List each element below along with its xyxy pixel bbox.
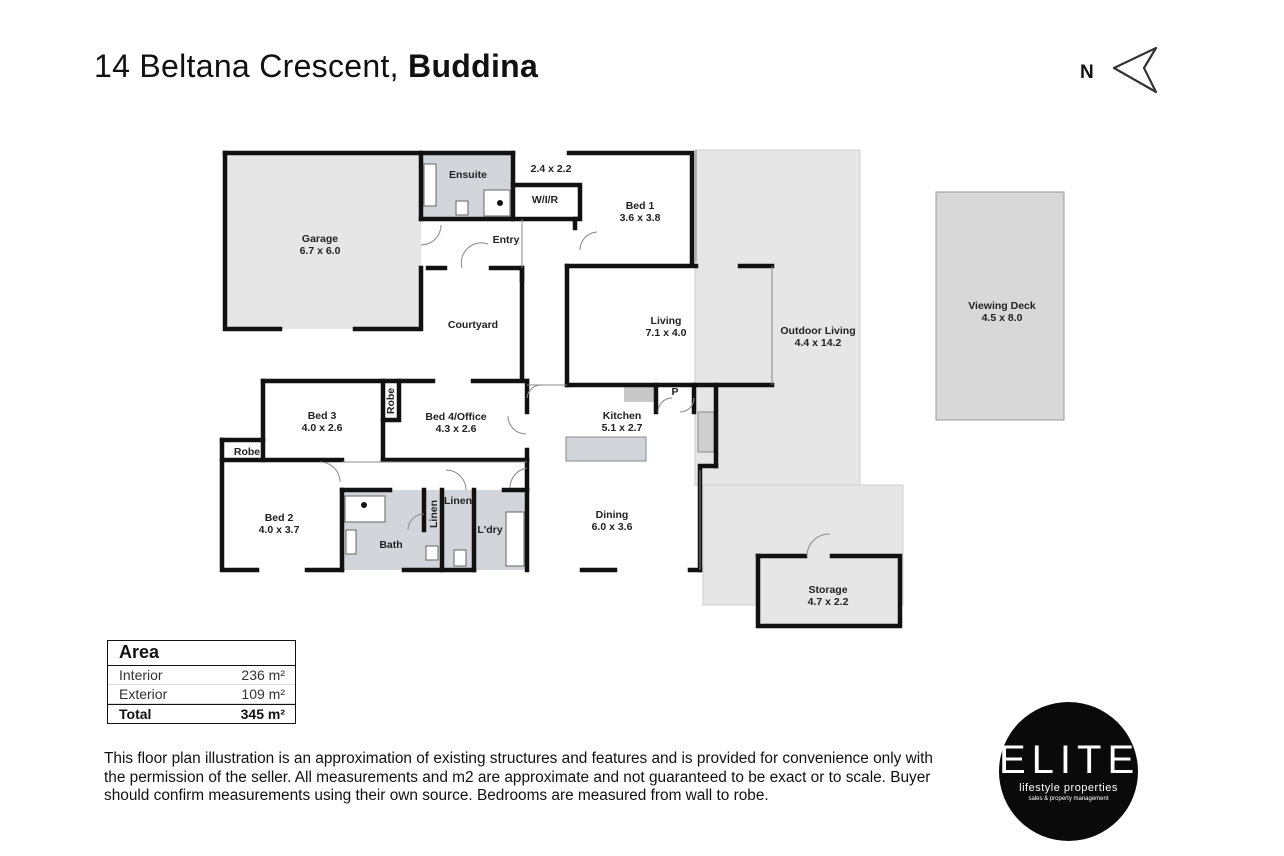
area-row-exterior: [108, 685, 295, 704]
garage-label: Garage: [301, 233, 339, 245]
area-row-total: [108, 704, 295, 723]
bed1-label: Bed 1: [625, 200, 655, 212]
area-row-interior: [108, 666, 295, 685]
entry-label: Entry: [492, 234, 520, 246]
garage-dims: 6.7 x 6.0: [299, 245, 341, 257]
bed3-label: Bed 3: [307, 410, 337, 422]
area-value: 345 m²: [240, 706, 285, 722]
kitchen-label: Kitchen: [602, 410, 642, 422]
logo-subtagline: sales & property management: [1028, 796, 1109, 802]
living-dims: 7.1 x 4.0: [645, 327, 687, 339]
bed3-dims: 4.0 x 2.6: [301, 422, 343, 434]
area-label: Exterior: [119, 686, 168, 702]
area-value: 109 m²: [241, 686, 285, 702]
area-heading: Area: [108, 641, 295, 666]
bed2-label: Bed 2: [264, 512, 294, 524]
bed2-robe-label: Robe: [233, 446, 261, 458]
hall-dims: 2.4 x 2.2: [530, 163, 572, 175]
bath-drain-icon: [361, 502, 367, 508]
bath-label: Bath: [379, 539, 403, 551]
storage-label: Storage: [808, 584, 848, 596]
laundry-label: L'dry: [477, 524, 503, 536]
bed4-label: Bed 4/Office: [425, 411, 487, 423]
outdoor-living-label: Outdoor Living: [780, 325, 856, 337]
area-table: [107, 640, 296, 724]
ensuite-label: Ensuite: [449, 169, 487, 181]
bed3-robe-label: Robe: [385, 387, 397, 415]
bed4-dims: 4.3 x 2.6: [435, 423, 477, 435]
viewing-deck-label: Viewing Deck: [968, 300, 1036, 312]
area-value: 236 m²: [241, 667, 285, 683]
kitchen-island: [566, 437, 646, 461]
area-label: Interior: [119, 667, 163, 683]
viewing-deck-dims: 4.5 x 8.0: [981, 312, 1023, 324]
pantry-label: P: [671, 386, 679, 398]
north-label: N: [1080, 62, 1094, 83]
area-label: Total: [119, 706, 152, 722]
storage-dims: 4.7 x 2.2: [807, 596, 849, 608]
outdoor-living-deck: [695, 150, 860, 485]
agency-logo: [999, 702, 1141, 841]
disclaimer-text: This floor plan illustration is an approximation of existing structures and features and is provided for convenience only with the permission of the seller. All measurements and m2 are approximate and not guaranteed to be exact or to scale. Buyer should confirm measurements using their own source. Bedrooms are measured from wall to robe.: [104, 750, 933, 804]
wir-label: W/I/R: [531, 194, 559, 206]
logo-tagline: lifestyle properties: [1019, 782, 1118, 794]
street-address: 14 Beltana Crescent,: [94, 48, 399, 84]
linen2-label: Linen: [444, 495, 472, 507]
kitchen-dims: 5.1 x 2.7: [601, 422, 643, 434]
bed1-dims: 3.6 x 3.8: [619, 212, 661, 224]
logo-wordmark: ELITE: [999, 738, 1141, 782]
dining-dims: 6.0 x 3.6: [591, 521, 633, 533]
suburb-name: Buddina: [408, 48, 539, 84]
living-label: Living: [650, 315, 682, 327]
dining-label: Dining: [595, 509, 629, 521]
linen1-label: Linen: [428, 500, 440, 528]
bed2-dims: 4.0 x 3.7: [258, 524, 300, 536]
outdoor-living-dims: 4.4 x 14.2: [794, 337, 842, 349]
courtyard-label: Courtyard: [447, 319, 499, 331]
ensuite-drain-icon: [497, 200, 503, 206]
cooktop: [698, 412, 714, 452]
